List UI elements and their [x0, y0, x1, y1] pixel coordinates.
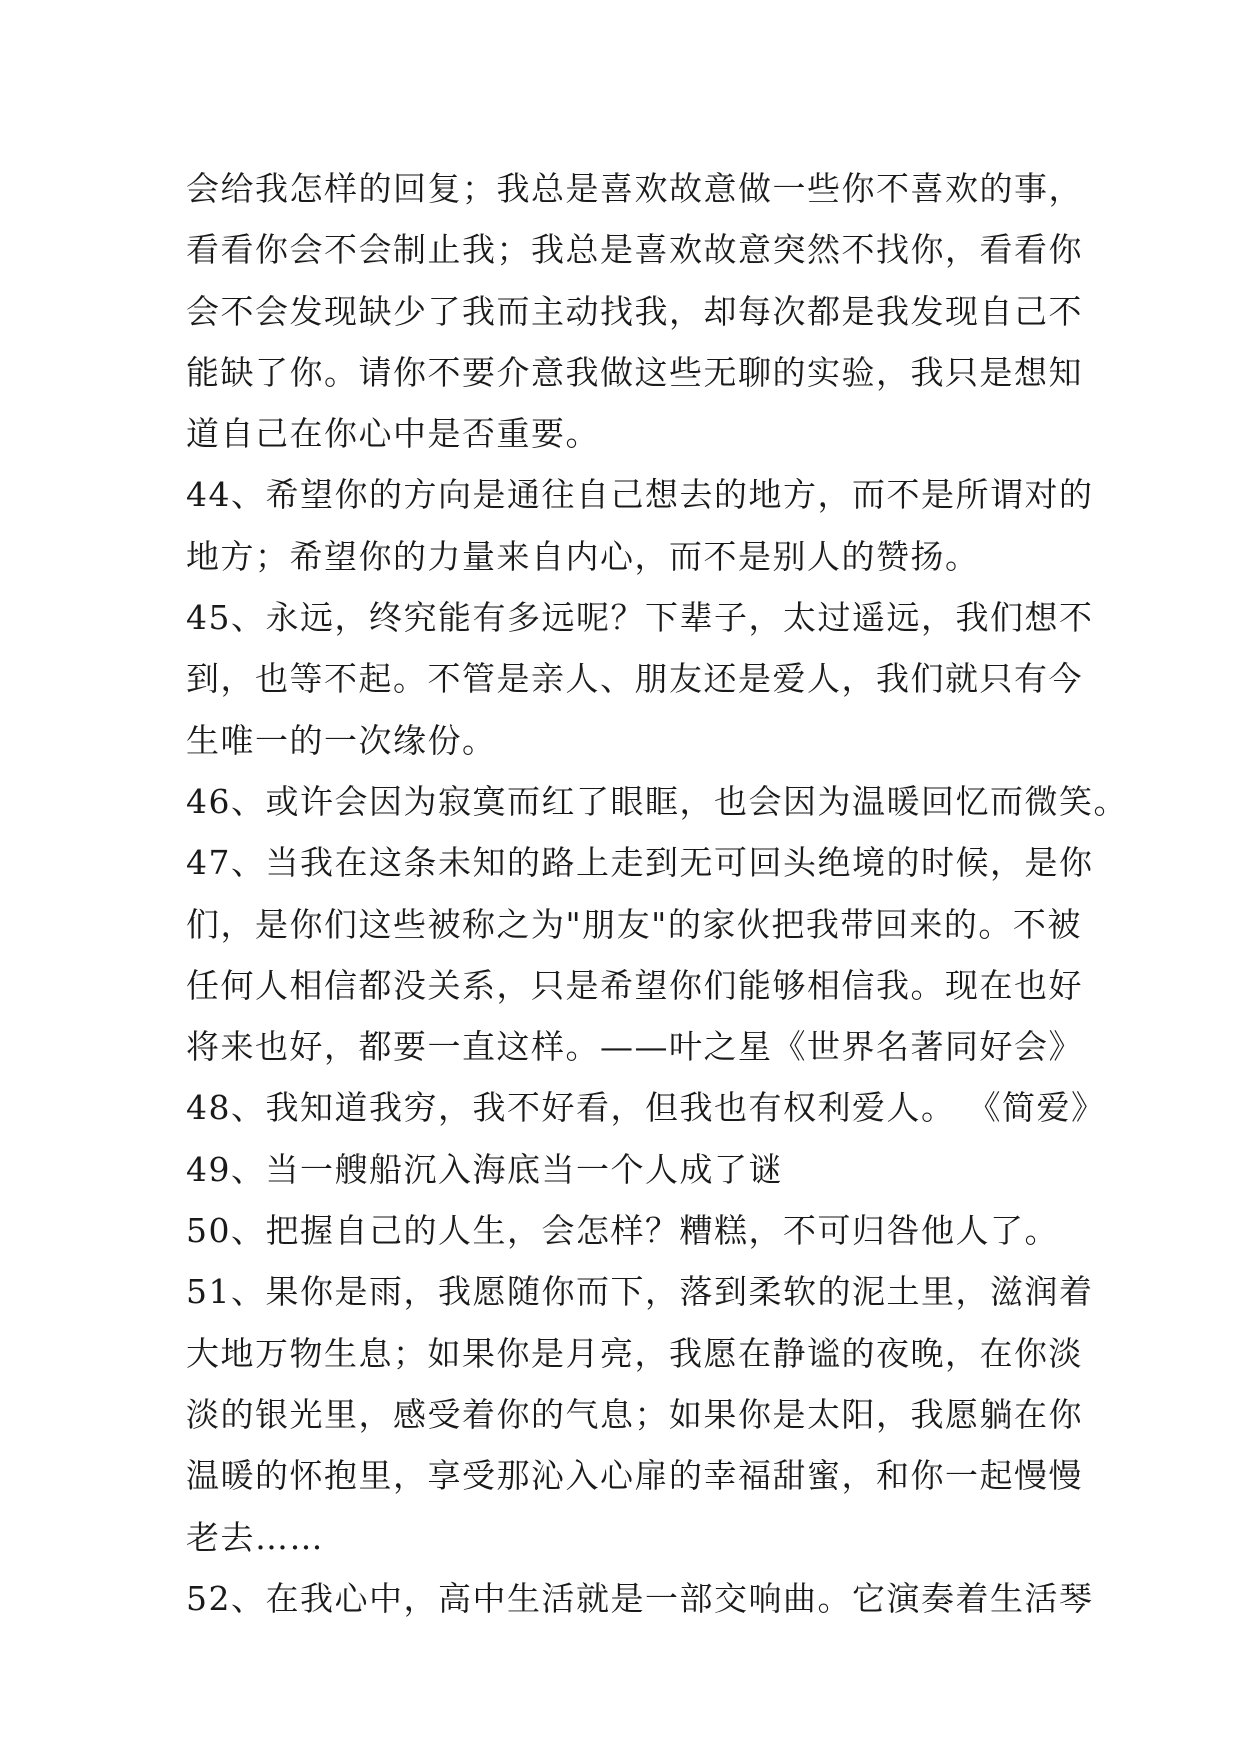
text-line: 淡的银光里，感受着你的气息；如果你是太阳，我愿躺在你 [186, 1394, 1083, 1434]
text-line: 会给我怎样的回复；我总是喜欢故意做一些你不喜欢的事， [186, 169, 1083, 208]
text-line: 看看你会不会制止我；我总是喜欢故意突然不找你，看看你 [186, 230, 1083, 270]
text-line: 大地万物生息；如果你是月亮，我愿在静谧的夜晚，在你淡 [186, 1333, 1083, 1373]
text-line: 任何人相信都没关系，只是希望你们能够相信我。现在也好 [186, 965, 1083, 1005]
text-line: 51、果你是雨，我愿随你而下，落到柔软的泥土里，滋润着 [186, 1272, 1094, 1312]
body-text [186, 158, 1128, 1629]
text-line: 49、当一艘船沉入海底当一个人成了谜 [186, 1149, 783, 1189]
text-line: 46、或许会因为寂寞而红了眼眶，也会因为温暖回忆而微笑。 [186, 781, 1128, 821]
text-line: 50、把握自己的人生，会怎样？糟糕，不可归咎他人了。 [186, 1211, 1059, 1251]
text-line: 将来也好，都要一直这样。——叶之星《世界名著同好会》 [186, 1027, 1083, 1067]
text-line: 地方；希望你的力量来自内心，而不是别人的赞扬。 [186, 536, 980, 576]
text-line: 老去…… [186, 1517, 324, 1557]
text-line: 生唯一的一次缘份。 [186, 720, 497, 760]
text-line: 到，也等不起。不管是亲人、朋友还是爱人，我们就只有今 [186, 659, 1083, 699]
text-line: 们，是你们这些被称之为"朋友"的家伙把我带回来的。不被 [186, 904, 1082, 944]
text-line: 会不会发现缺少了我而主动找我，却每次都是我发现自己不 [186, 291, 1083, 331]
text-line: 道自己在你心中是否重要。 [186, 414, 600, 454]
text-line: 52、在我心中，高中生活就是一部交响曲。它演奏着生活琴 [186, 1578, 1094, 1618]
text-line: 47、当我在这条未知的路上走到无可回头绝境的时候，是你 [186, 843, 1094, 883]
text-line: 能缺了你。请你不要介意我做这些无聊的实验，我只是想知 [186, 352, 1083, 392]
text-line: 温暖的怀抱里，享受那沁入心扉的幸福甜蜜，和你一起慢慢 [186, 1456, 1083, 1496]
text-line: 48、我知道我穷，我不好看，但我也有权利爱人。 《简爱》 [186, 1088, 1106, 1128]
text-line: 44、希望你的方向是通往自己想去的地方，而不是所谓对的 [186, 475, 1094, 515]
text-line: 45、永远，终究能有多远呢？下辈子，太过遥远，我们想不 [186, 598, 1094, 638]
